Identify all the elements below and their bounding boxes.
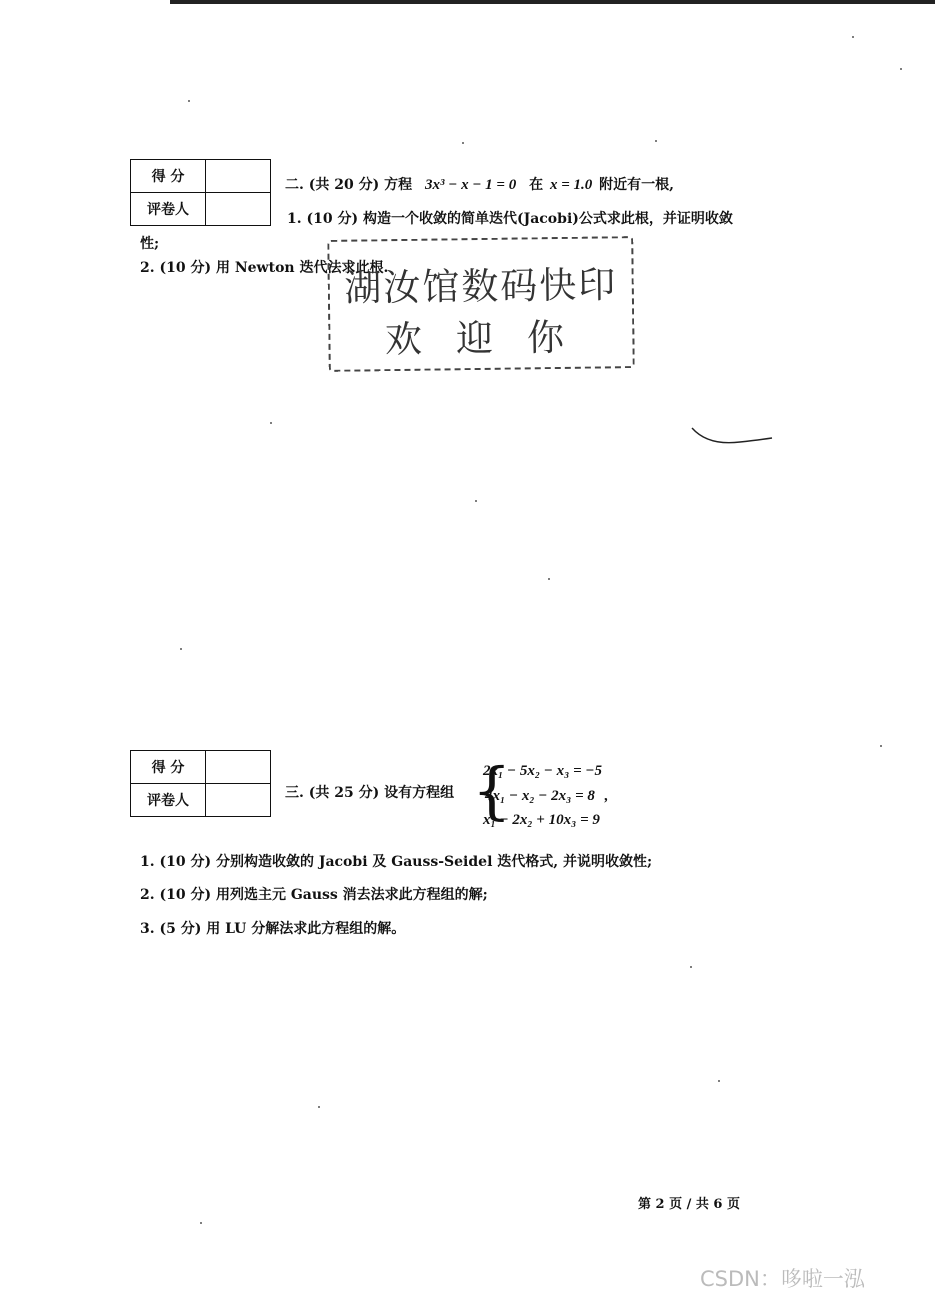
section-2-heading-line <box>285 174 674 194</box>
scan-speck <box>900 68 902 70</box>
section-2-q2: 2. (10 分) 用 Newton 迭代法求此根. <box>140 260 389 276</box>
scan-speck <box>548 578 550 580</box>
pen-mark <box>690 424 780 450</box>
scan-speck <box>200 1222 202 1224</box>
scan-speck <box>188 100 190 102</box>
shop-stamp <box>327 236 635 372</box>
scan-speck <box>880 745 882 747</box>
section-2-near: 在 <box>529 177 544 193</box>
section-3-q2: 2. (10 分) 用列选主元 Gauss 消去法求此方程组的解; <box>140 887 488 903</box>
system-brace: { <box>472 754 512 827</box>
system-equation-1: 2x₁ − 5x₂ − x₃ = −5 <box>483 763 603 779</box>
grader-label: 评卷人 <box>131 193 206 226</box>
grader-label: 评卷人 <box>131 784 206 817</box>
score-cell <box>206 751 271 784</box>
stamp-line-2: 欢迎你 <box>384 315 599 362</box>
system-equation-3: x₁ − 2x₂ + 10x₃ = 9 <box>483 812 600 828</box>
system-equation-2 <box>485 788 608 805</box>
scan-speck <box>462 142 464 144</box>
section-3-heading: 三. (共 25 分) 设有方程组 <box>285 785 455 801</box>
grader-cell <box>206 193 271 226</box>
system-equation-2-text: 4x₁ − x₂ − 2x₃ = 8 <box>485 788 595 804</box>
system-equation-2-suffix: , <box>604 788 609 804</box>
score-label: 得 分 <box>131 160 206 193</box>
grader-cell <box>206 784 271 817</box>
section-2-q1-line2: 性; <box>140 236 160 252</box>
section-2-equation: 3x³ − x − 1 = 0 <box>424 177 517 193</box>
scan-speck <box>180 648 182 650</box>
score-label: 得 分 <box>131 751 206 784</box>
scan-speck <box>655 140 657 142</box>
scan-speck <box>690 966 692 968</box>
score-table-section-2 <box>130 159 271 226</box>
scan-speck <box>270 422 272 424</box>
section-2-tail: 附近有一根, <box>599 177 675 193</box>
section-3-q3: 3. (5 分) 用 LU 分解法求此方程组的解。 <box>140 921 406 937</box>
csdn-watermark: CSDN：哆啦一泓 <box>700 1267 865 1291</box>
scan-speck <box>852 36 854 38</box>
section-2-heading: 二. (共 20 分) 方程 <box>285 177 413 193</box>
scan-speck <box>475 500 477 502</box>
page-number: 第 2 页 / 共 6 页 <box>638 1197 740 1212</box>
section-3-q1: 1. (10 分) 分别构造收敛的 Jacobi 及 Gauss-Seidel 迭代格式, 并说明收敛性; <box>140 854 653 870</box>
stamp-line-1: 湖汝馆数码快印 <box>344 263 618 310</box>
section-2-q1-line1: 1. (10 分) 构造一个收敛的简单迭代(Jacobi)公式求此根，并证明收敛 <box>287 211 733 227</box>
top-edge-line <box>170 0 935 4</box>
score-table-section-3 <box>130 750 271 817</box>
scan-speck <box>318 1106 320 1108</box>
score-cell <box>206 160 271 193</box>
scan-speck <box>718 1080 720 1082</box>
section-2-near-point: x = 1.0 <box>549 177 593 193</box>
